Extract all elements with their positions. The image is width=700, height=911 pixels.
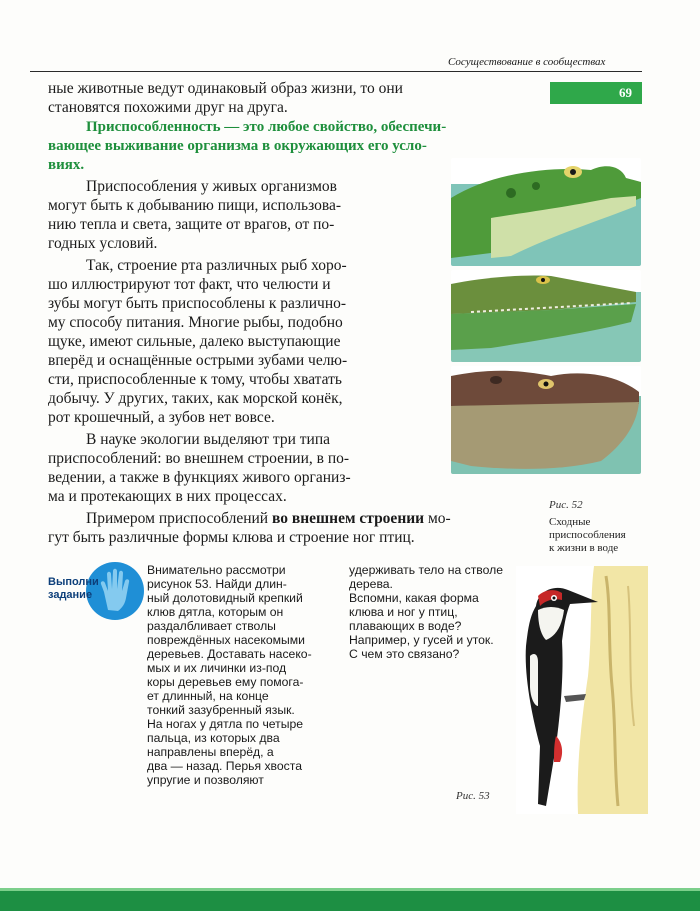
body-line: зубы могут быть приспособлены к различно- — [48, 295, 347, 312]
intro-line: становятся похожими друг на друга. — [48, 99, 288, 116]
task-line: Например, у гусей и уток. — [349, 633, 494, 647]
body-line: гут быть различные формы клюва и строение ног птиц. — [48, 529, 415, 546]
task-line: Вспомни, какая форма — [349, 591, 479, 605]
page-number-bar — [550, 82, 642, 104]
figure52-caption-line: к жизни в воде — [549, 542, 619, 554]
body-line: ведении, а также в функциях живого организ- — [48, 469, 351, 486]
body-line: сти, приспособленные к тому, чтобы хватать — [48, 371, 342, 388]
task-badge-label: Выполни задание — [48, 576, 99, 601]
figure52-caption-line: приспособления — [549, 529, 626, 541]
task-line: рисунок 53. Найди длин- — [147, 577, 287, 591]
body-line: Так, строение рта различных рыб хоро- — [86, 257, 347, 274]
definition-line: вающее выживание организма в окружающих его усло- — [48, 138, 427, 154]
body-line: годных условий. — [48, 235, 158, 252]
task-line: упругие и позволяют — [147, 773, 264, 787]
running-header: Сосуществование в сообществах — [448, 56, 606, 68]
task-line: удерживать тело на стволе — [349, 563, 504, 577]
body-line: приспособлений: во внешнем строении, в по- — [48, 450, 350, 467]
bottom-border — [0, 891, 700, 911]
bold-term: во внешнем строении — [271, 510, 425, 527]
task-badge — [48, 560, 132, 622]
task-line: мых и их личинки из-под — [147, 661, 287, 675]
page-number: 69 — [619, 85, 632, 100]
body-line: ма и протекающих в них процессах. — [48, 488, 287, 505]
body-line: вперёд и оснащённые острыми зубами челю- — [48, 352, 348, 369]
woodpecker-illustration — [516, 566, 648, 814]
intro-line: ные животные ведут одинаковый образ жизни, то они — [48, 80, 403, 97]
task-line: повреждённых насекомыми — [147, 633, 305, 647]
body-line: нию тепла и света, защите от врагов, от по- — [48, 216, 335, 233]
task-line: На ногах у дятла по четыре — [147, 717, 304, 731]
task-line: С чем это связано? — [349, 647, 460, 661]
hippo-illustration — [451, 366, 641, 474]
task-line: дерева. — [349, 577, 393, 591]
body-line: му способу питания. Многие рыбы, подобно — [48, 314, 343, 331]
body-line: шо иллюстрируют тот факт, что челюсти и — [48, 276, 331, 293]
figure52-caption-line: Сходные — [549, 516, 591, 528]
crocodile-illustration — [451, 270, 641, 362]
body-line: щуке, имеют сильные, далеко выступающие — [48, 333, 341, 350]
task-line: ет длинный, на конце — [147, 689, 269, 703]
task-line: пальца, из которых два — [147, 731, 280, 745]
body-line: добычу. У других, таких, как морской конёк, — [48, 390, 343, 407]
task-line: тонкий зазубренный язык. — [147, 703, 295, 717]
task-line: клюв дятла, которым он — [147, 605, 284, 619]
figure52-label: Рис. 52 — [549, 499, 583, 511]
task-line: коры деревьев ему помога- — [147, 675, 304, 689]
body-line: могут быть к добыванию пищи, использова- — [48, 197, 342, 214]
task-line: раздалбливает стволы — [147, 619, 276, 633]
task-line: клюва и ног у птиц, — [349, 605, 458, 619]
figure53-label: Рис. 53 — [456, 790, 490, 802]
definition-line: Приспособленность — это любое свойство, обеспечи- — [86, 119, 447, 135]
definition-line: виях. — [48, 157, 85, 173]
task-line: деревьев. Доставать насеко- — [147, 647, 312, 661]
body-line: рот крошечный, а зубов нет вовсе. — [48, 409, 275, 426]
body-line: В науке экологии выделяют три типа — [86, 431, 331, 448]
header-rule — [30, 71, 642, 72]
body-line: Приспособления у живых организмов — [86, 178, 337, 195]
task-line: ный долотовидный крепкий — [147, 591, 303, 605]
task-line: плавающих в воде? — [349, 619, 462, 633]
task-line: направлены вперёд, а — [147, 745, 274, 759]
task-line: Внимательно рассмотри — [147, 563, 286, 577]
frog-illustration — [451, 158, 641, 266]
body-line: Примером приспособлений во внешнем строении мо- — [86, 510, 451, 527]
task-line: два — назад. Перья хвоста — [147, 759, 302, 773]
